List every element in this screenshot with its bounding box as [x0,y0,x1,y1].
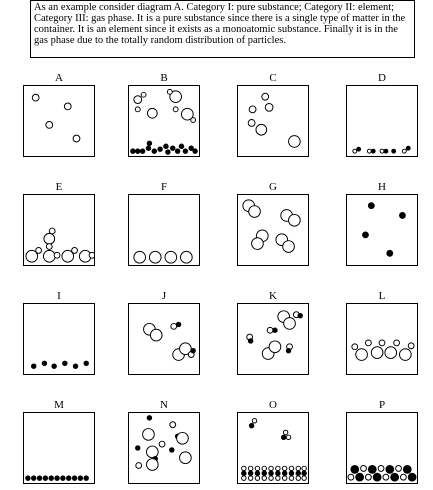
diagram-g-particles [238,195,308,265]
open-particle [242,476,246,480]
filled-particle [262,471,266,475]
diagram-box-h [346,194,418,266]
diagram-label-m: M [54,399,64,411]
filled-particle [403,466,411,474]
open-particle [385,347,397,359]
open-particle [134,251,146,263]
filled-particle [249,423,253,427]
filled-particle [31,476,35,480]
open-particle [269,341,281,353]
filled-particle [147,416,151,420]
open-particle [181,251,193,263]
open-particle [150,329,162,341]
open-particle [191,118,196,123]
diagram-label-f: F [160,181,168,193]
open-particle [255,476,259,480]
open-particle [379,340,385,346]
open-particle [289,136,301,148]
open-particle [356,349,368,361]
filled-particle [43,476,47,480]
filled-particle [147,141,151,145]
filled-particle [164,144,168,148]
filled-particle [298,313,302,317]
diagram-b-particles [129,86,199,156]
filled-particle [63,361,67,365]
open-particle [72,248,78,254]
diagram-o-particles [238,413,308,483]
diagram-box-o [237,412,309,484]
filled-particle [255,471,259,475]
open-particle [302,476,306,480]
open-particle [394,340,400,346]
diagram-k-particles [238,304,308,374]
diagram-box-m [23,412,95,484]
filled-particle [286,348,290,352]
diagram-label-e: E [55,181,63,193]
filled-particle [248,471,252,475]
open-particle [171,323,177,329]
open-particle [267,327,273,333]
open-particle [159,441,165,447]
diagram-label-g: G [269,181,277,193]
filled-particle [357,147,361,151]
open-particle [249,106,256,113]
open-particle [262,476,266,480]
diagram-label-k: K [269,290,277,302]
diagram-label-b: B [160,72,168,84]
filled-particle [191,348,195,352]
open-particle [361,466,367,472]
open-particle [256,124,267,135]
filled-particle [136,149,140,153]
diagram-label-d: D [378,72,386,84]
diagram-box-i [23,303,95,375]
filled-particle [84,476,88,480]
filled-particle [408,473,416,481]
diagram-i-particles [24,304,94,374]
open-particle [367,149,371,153]
filled-particle [368,466,376,474]
diagram-box-l [346,303,418,375]
filled-particle [273,328,277,332]
open-particle [408,343,414,349]
filled-particle [72,476,76,480]
diagram-box-j [128,303,200,375]
diagram-label-h: H [378,181,386,193]
open-particle [289,476,293,480]
open-particle [89,252,94,258]
diagram-label-o: O [269,399,277,411]
open-particle [249,206,261,218]
open-particle [289,466,293,470]
open-particle [64,103,71,110]
filled-particle [276,471,280,475]
open-particle [248,476,252,480]
filled-particle [248,339,252,343]
open-particle [365,474,371,480]
open-particle [283,430,287,434]
filled-particle [183,149,187,153]
filled-particle [281,435,285,439]
open-particle [353,149,357,153]
filled-particle [170,448,174,452]
open-particle [348,474,354,480]
open-particle [296,466,300,470]
open-particle [147,446,159,458]
filled-particle [373,473,381,481]
filled-particle [242,471,246,475]
filled-particle [140,149,144,153]
open-particle [242,466,246,470]
open-particle [167,89,172,94]
open-particle [49,228,55,234]
open-particle [265,104,273,112]
open-particle [262,93,269,100]
open-particle [177,432,189,444]
open-particle [400,474,406,480]
filled-particle [49,476,53,480]
filled-particle [52,364,56,368]
diagram-label-i: I [57,290,61,302]
diagram-box-a [23,85,95,157]
diagram-j-particles [129,304,199,374]
filled-particle [55,476,59,480]
open-particle [248,120,255,127]
filled-particle [406,146,410,150]
diagram-box-k [237,303,309,375]
open-particle [248,466,252,470]
open-particle [402,149,406,153]
diagram-label-n: N [160,399,168,411]
open-particle [165,251,177,263]
filled-particle [368,203,374,209]
filled-particle [176,322,180,326]
diagram-label-c: C [269,72,277,84]
diagram-m-particles [24,413,94,483]
open-particle [284,318,296,330]
filled-particle [302,471,306,475]
open-particle [147,108,157,118]
open-particle [46,121,53,128]
filled-particle [131,149,135,153]
filled-particle [78,476,82,480]
open-particle [269,476,273,480]
open-particle [286,435,290,439]
open-particle [32,94,39,101]
filled-particle [384,149,388,153]
diagram-h-particles [347,195,417,265]
filled-particle [371,149,375,153]
diagram-p-particles [347,413,417,483]
diagram-e-particles [24,195,94,265]
open-particle [289,214,301,226]
open-particle [282,476,286,480]
filled-particle [84,361,88,365]
filled-particle [158,147,162,151]
filled-particle [363,232,369,238]
filled-particle [356,473,364,481]
open-particle [143,429,155,441]
open-particle [252,419,256,423]
filled-particle [351,466,359,474]
open-particle [352,344,358,350]
filled-particle [175,149,179,153]
filled-particle [289,471,293,475]
open-particle [262,466,266,470]
open-particle [252,238,264,250]
filled-particle [31,364,35,368]
diagram-box-p [346,412,418,484]
filled-particle [386,466,394,474]
filled-particle [146,146,150,150]
diagram-label-l: L [378,290,386,302]
diagram-box-c [237,85,309,157]
diagram-a-particles [24,86,94,156]
open-particle [173,107,178,112]
open-particle [383,474,389,480]
filled-particle [282,471,286,475]
filled-particle [179,144,183,148]
diagram-box-e [23,194,95,266]
filled-particle [61,476,65,480]
diagram-l-particles [347,304,417,374]
open-particle [180,452,192,464]
filled-particle [37,476,41,480]
diagram-d-particles [347,86,417,156]
open-particle [255,466,259,470]
diagram-label-a: A [55,72,63,84]
filled-particle [166,150,170,154]
filled-particle [171,146,175,150]
filled-particle [400,213,406,219]
filled-particle [193,149,197,153]
open-particle [400,349,412,361]
open-particle [371,347,383,359]
open-particle [46,244,52,250]
open-particle [44,233,55,244]
filled-particle [66,476,70,480]
intro-text: As an example consider diagram A. Category I: pure substance; Category II: element; Category III: gas phase. It is a pure substance since there is a single type of matter in the container. It is an element since it exists as a monoatomic substance. Finally it is in the gas phase due to the totally random distribution of particles. [30,0,415,58]
open-particle [73,135,80,142]
open-particle [282,466,286,470]
diagram-label-p: P [378,399,386,411]
open-particle [136,463,142,469]
open-particle [365,340,371,346]
open-particle [36,248,42,254]
open-particle [170,422,176,428]
open-particle [134,96,142,104]
diagram-box-n [128,412,200,484]
diagram-box-d [346,85,418,157]
filled-particle [296,471,300,475]
diagram-box-f [128,194,200,266]
diagram-box-g [237,194,309,266]
diagram-f-particles [129,195,199,265]
filled-particle [136,446,140,450]
filled-particle [26,476,30,480]
open-particle [141,92,146,97]
filled-particle [73,364,77,368]
open-particle [276,466,280,470]
diagram-n-particles [129,413,199,483]
open-particle [283,241,295,253]
open-particle [269,466,273,470]
open-particle [54,252,60,258]
open-particle [135,107,140,112]
open-particle [380,149,384,153]
filled-particle [391,473,399,481]
open-particle [378,466,384,472]
filled-particle [392,149,396,153]
open-particle [276,476,280,480]
diagram-label-j: J [161,290,167,302]
diagram-box-b [128,85,200,157]
filled-particle [42,361,46,365]
open-particle [296,476,300,480]
open-particle [149,251,161,263]
filled-particle [152,149,156,153]
filled-particle [387,250,393,256]
open-particle [302,466,306,470]
open-particle [396,466,402,472]
open-particle [147,459,159,471]
diagram-c-particles [238,86,308,156]
open-particle [43,250,55,262]
filled-particle [269,471,273,475]
